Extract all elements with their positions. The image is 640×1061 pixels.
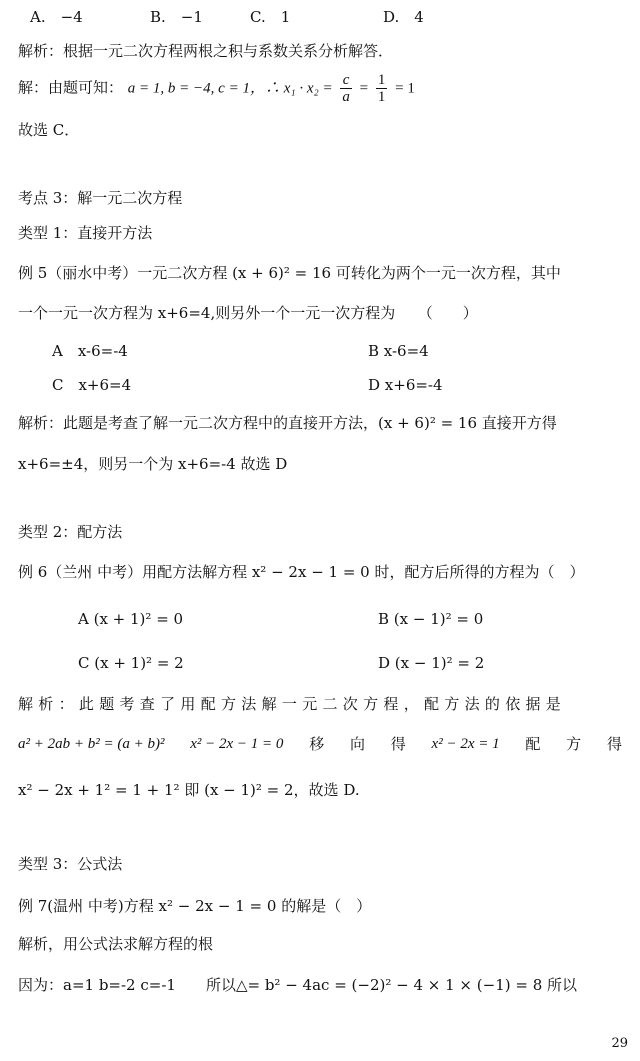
- fraction-c-over-a: $\frac{c}{a}$: [342, 72, 350, 105]
- page-number: 29: [611, 1036, 628, 1051]
- analysis-5-line2: x+6=±4，则另一个为 x+6=-4 故选 D: [18, 455, 288, 473]
- solution-line: 解：由题可知： a = 1, b = −4, c = 1，∴ x₁ · x₂ = $\frac{c}{a}$ = $\frac{1}{1}$ = 1: [18, 72, 415, 105]
- solution-prefix: 解：由题可知：: [18, 78, 124, 97]
- option-a: A (x + 1)² = 0: [78, 610, 184, 628]
- option-a: A x-6=-4: [52, 342, 128, 360]
- analysis-5-line1: 解析：此题是考查了解一元二次方程中的直接开方法，(x + 6)² = 16 直接开方得: [18, 414, 557, 432]
- option-a: A. −4: [30, 8, 83, 26]
- option-d: D. 4: [383, 8, 424, 26]
- example-5-line1: 例 5（丽水中考）一元二次方程 (x + 6)² = 16 可转化为两个一元一次方程，其中: [18, 264, 561, 282]
- option-d: D x+6=-4: [368, 376, 443, 394]
- example-5-line2: 一个一元一次方程为 x+6=4,则另外一个一元一次方程为 （ ）: [18, 304, 478, 322]
- option-c: C. 1: [250, 8, 291, 26]
- solution-math: a = 1, b = −4, c = 1，∴ x₁ · x₂ =: [127, 80, 333, 97]
- answer-text: 故选 C．: [18, 121, 80, 139]
- analysis-6-line2: [18, 733, 622, 755]
- option-d: D (x − 1)² = 2: [378, 654, 485, 672]
- option-b: B x-6=4: [368, 342, 429, 360]
- equation: x² − 2x = 1: [431, 736, 500, 752]
- word: 得: [606, 735, 622, 753]
- section-title: 考点 3：解一元二次方程: [18, 189, 183, 207]
- word: 得: [390, 735, 406, 753]
- example-7-line: 例 7(温州 中考)方程 x² − 2x − 1 = 0 的解是（ ）: [18, 897, 372, 915]
- option-b: B (x − 1)² = 0: [378, 610, 484, 628]
- analysis-6-line3: x² − 2x + 1² = 1 + 1² 即 (x − 1)² = 2，故选 D.: [18, 781, 360, 799]
- option-c: C x+6=4: [52, 376, 132, 394]
- option-b: B. −1: [150, 8, 203, 26]
- equation: x² − 2x − 1 = 0: [190, 736, 284, 752]
- solution-end: = 1: [395, 80, 415, 97]
- type-heading: 类型 3：公式法: [18, 855, 123, 873]
- word: 向: [349, 735, 365, 753]
- word: 移: [309, 735, 325, 753]
- type-heading: 类型 2：配方法: [18, 523, 123, 541]
- word: 方: [566, 735, 582, 753]
- type-heading: 类型 1：直接开方法: [18, 224, 153, 242]
- analysis-6-line1: 解析：此题考查了用配方法解一元二次方程，配方法的依据是: [18, 695, 567, 713]
- fraction-one-over-one: $\frac{1}{1}$: [377, 72, 386, 105]
- analysis-7-line: 解析，用公式法求解方程的根: [18, 935, 214, 953]
- analysis-text: 解析：根据一元二次方程两根之积与系数关系分析解答．: [18, 42, 394, 60]
- because-line: 因为：a=1 b=-2 c=-1 所以△= b² − 4ac = (−2)² − 4 × 1 × (−1) = 8 所以: [18, 976, 577, 994]
- example-6-line: 例 6（兰州 中考）用配方法解方程 x² − 2x − 1 = 0 时，配方后所得的方程为（ ）: [18, 563, 585, 581]
- word: 配: [525, 735, 541, 753]
- identity-formula: a² + 2ab + b² = (a + b)²: [18, 736, 165, 752]
- option-c: C (x + 1)² = 2: [78, 654, 184, 672]
